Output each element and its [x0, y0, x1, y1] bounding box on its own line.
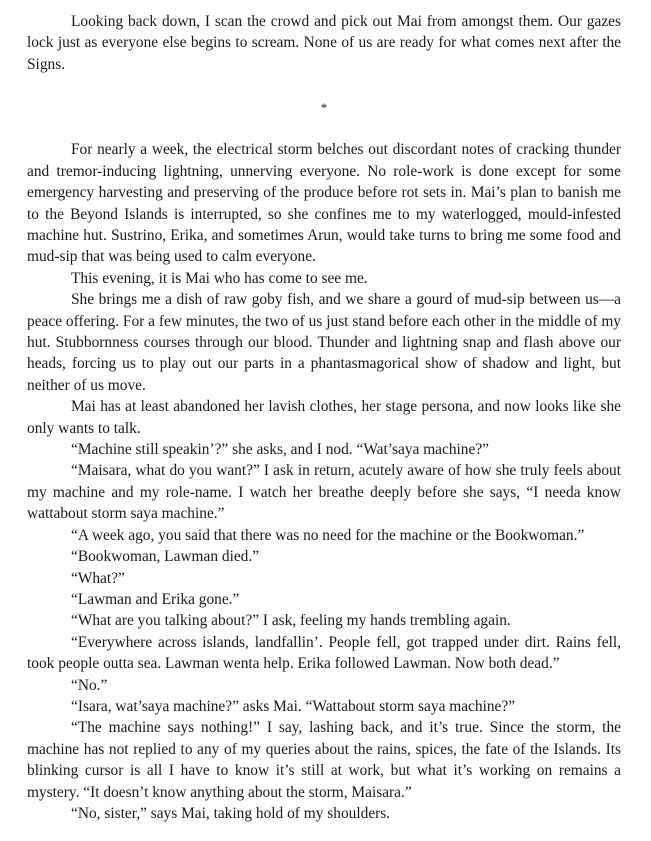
section-after — [27, 139, 621, 824]
paragraph: “What are you talking about?” I ask, feeling my hands trembling again. — [71, 612, 511, 630]
paragraph: This evening, it is Mai who has come to see me. — [71, 269, 368, 287]
paragraph: “The machine says nothing!” I say, lashing back, and it’s true. Since the storm, the machine has not replied to any of my queries about the rains, spices, the fate of the Islands. Its blinking cursor is all I have to know it’s still at work, but what it’s working on remains a mystery. “It doesn’t know anything about the storm, Maisara.” — [27, 719, 621, 801]
book-page — [27, 11, 621, 824]
paragraph: “No.” — [71, 676, 108, 694]
paragraph: “Maisara, what do you want?” I ask in return, acutely aware of how she truly feels about my machine and my role-name. I watch her breathe deeply before she says, “I needa know wattabout storm saya machine.” — [27, 462, 621, 523]
paragraph: “Bookwoman, Lawman died.” — [71, 548, 260, 566]
scene-separator: * — [320, 99, 328, 115]
paragraph: “A week ago, you said that there was no need for the machine or the Bookwoman.” — [71, 526, 585, 544]
paragraph: “Everywhere across islands, landfallin’. People fell, got trapped under dirt. Rains fell, took people outta sea. Lawman wenta help. Erika followed Lawman. Now both dead.” — [27, 633, 621, 673]
paragraph: She brings me a dish of raw goby fish, and we share a gourd of mud-sip between us—a peace offering. For a few minutes, the two of us just stand before each other in the middle of my hut. Stubbornness courses through our blood. Thunder and lightning snap and flash above our heads, forcing us to play out our parts in a phantasmagorical show of shadow and light, but neither of us move. — [27, 291, 621, 394]
paragraph: “No, sister,” says Mai, taking hold of my shoulders. — [71, 804, 391, 822]
paragraph: “What?” — [71, 569, 125, 587]
paragraph: “Machine still speakin’?” she asks, and I nod. “Wat’saya machine?” — [71, 441, 489, 459]
paragraph: “Lawman and Erika gone.” — [71, 590, 240, 608]
paragraph: For nearly a week, the electrical storm belches out discordant notes of cracking thunder and tremor-inducing lightning, unnerving everyone. No role-work is done except for some emergency harvesting and preserving of the produce before rot sets in. Mai’s plan to banish me to the Beyond Islands is interrupted, so she confines me to my waterlogged, mould-infested machine hut. Sustrino, Erika, and sometimes Arun, would take turns to bring me some food and mud-sip that was being used to calm everyone. — [27, 141, 621, 266]
paragraph: “Isara, wat’saya machine?” asks Mai. “Wattabout storm saya machine?” — [71, 697, 516, 715]
paragraph: Looking back down, I scan the crowd and pick out Mai from amongst them. Our gazes lock just as everyone else begins to scream. None of us are ready for what comes next after the Signs. — [27, 13, 621, 73]
section-before — [27, 11, 621, 75]
paragraph: Mai has at least abandoned her lavish clothes, her stage persona, and now looks like she only wants to talk. — [27, 398, 621, 437]
